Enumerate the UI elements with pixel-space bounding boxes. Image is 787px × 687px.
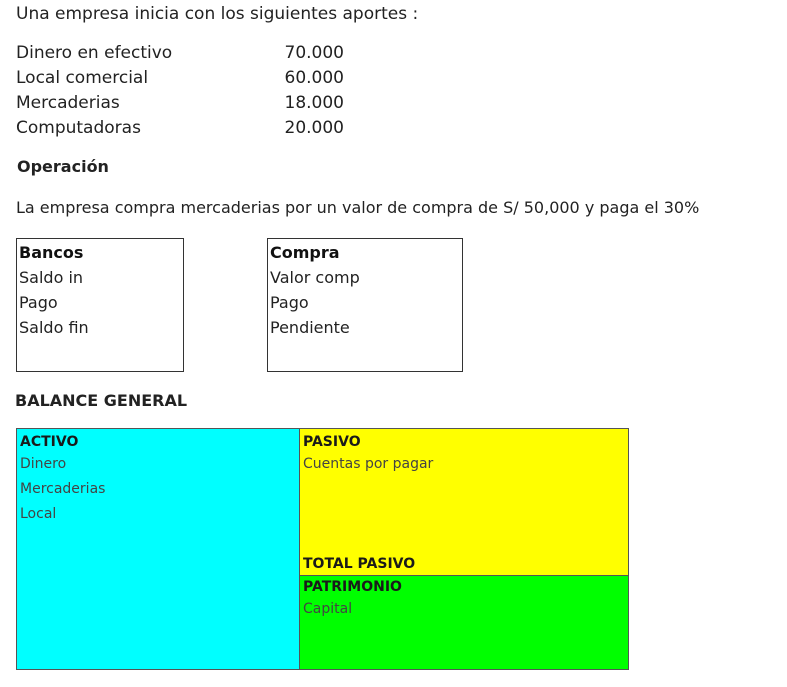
total-pasivo-label: TOTAL PASIVO [303, 556, 416, 572]
balance-general-table [16, 428, 629, 670]
pasivo-item: Cuentas por pagar [303, 456, 434, 472]
aporte-name: Mercaderias [16, 93, 120, 113]
aporte-row [16, 43, 356, 68]
aportes-list [16, 43, 356, 143]
aporte-name: Local comercial [16, 68, 149, 88]
balance-general-heading: BALANCE GENERAL [15, 391, 188, 410]
activo-cell [16, 428, 300, 670]
compra-line: Valor comp [270, 268, 360, 287]
bancos-line: Pago [19, 293, 58, 312]
aporte-name: Dinero en efectivo [16, 43, 173, 63]
aporte-value: 60.000 [284, 68, 344, 88]
pasivo-title: PASIVO [303, 434, 361, 450]
bancos-title: Bancos [19, 243, 84, 262]
operacion-heading: Operación [17, 157, 109, 176]
patrimonio-title: PATRIMONIO [303, 579, 402, 595]
activo-item: Mercaderias [20, 481, 106, 497]
patrimonio-cell [299, 575, 629, 670]
compra-line: Pago [270, 293, 309, 312]
aporte-value: 70.000 [284, 43, 344, 63]
aporte-row [16, 118, 356, 143]
compra-box [267, 238, 463, 372]
bancos-box [16, 238, 184, 372]
compra-line: Pendiente [270, 318, 350, 337]
activo-title: ACTIVO [20, 434, 79, 450]
intro-text: Una empresa inicia con los siguientes aportes : [16, 4, 419, 24]
bancos-line: Saldo fin [19, 318, 89, 337]
patrimonio-item: Capital [303, 601, 353, 617]
compra-title: Compra [270, 243, 340, 262]
aporte-row [16, 93, 356, 118]
aporte-value: 18.000 [284, 93, 344, 113]
aporte-value: 20.000 [284, 118, 344, 138]
operacion-text: La empresa compra mercaderias por un valor de compra de S/ 50,000 y paga el 30% [16, 198, 700, 217]
aporte-name: Computadoras [16, 118, 141, 138]
aporte-row [16, 68, 356, 93]
bancos-line: Saldo in [19, 268, 84, 287]
activo-item: Dinero [20, 456, 67, 472]
pasivo-cell [299, 428, 629, 576]
activo-item: Local [20, 506, 57, 522]
